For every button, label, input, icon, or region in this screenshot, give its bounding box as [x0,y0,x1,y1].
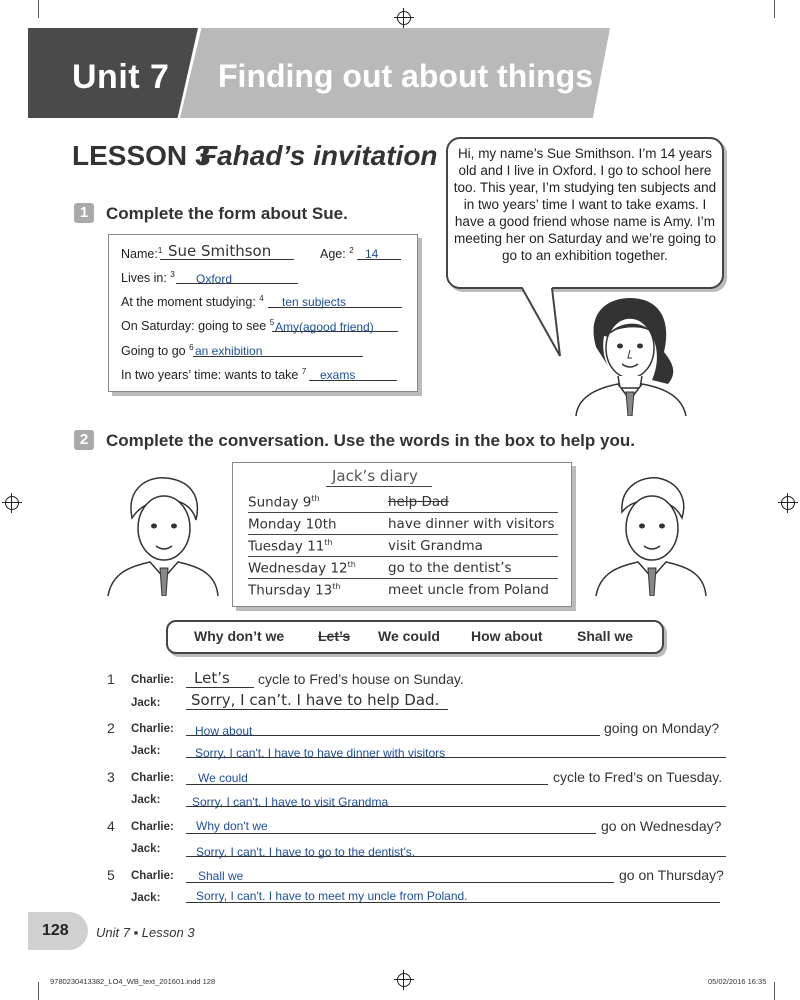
answer-text: Sorry, I can't. I have to have dinner with visitors [195,746,446,760]
item-number: 5 [107,867,115,883]
diary-row: Wednesday 12th go to the dentist’s [248,557,558,579]
sue-illustration [568,292,698,416]
answer-text: Let’s [194,669,230,687]
age-field[interactable] [357,246,401,260]
speaker-label: Charlie: [131,821,174,833]
item-number: 3 [107,769,115,785]
bubble-text: Hi, my name’s Sue Smithson. I’m 14 years old and I live in Oxford. I go to school here too. This year, I’m studying ten subjects and in two years’ time I want to take exams. I have a good friend whose name is Amy. I’m meeting her on Saturday and we’re going to go to an exhibition together. [453,146,717,263]
twoyears-answer: exams [320,368,356,382]
diary-row: Monday 10th have dinner with visitors [248,513,558,535]
diary-title: Jack’s diary [332,467,418,485]
trim-mark [38,0,39,18]
trim-mark [38,982,39,1000]
answer-text: How about [195,724,253,738]
registration-mark-icon [781,496,795,510]
speaker-label: Charlie: [131,772,174,784]
print-date-info: 05/02/2016 16:35 [708,977,767,986]
word-option: Why don’t we [194,628,285,644]
speaker-label: Charlie: [131,674,174,686]
registration-mark-icon [5,496,19,510]
item-number: 1 [107,671,115,687]
sentence-end: go on Thursday? [619,867,724,883]
unit-title: Finding out about things [218,58,594,94]
name-answer: Sue Smithson [168,242,272,260]
sentence-end: cycle to Fred’s on Tuesday. [553,769,723,785]
lesson-title: Fahad’s invitation [200,140,438,171]
speaker-label: Charlie: [131,723,174,735]
form-studying-row: At the moment studying: $^4$ [121,294,264,310]
answer-text: Why don't we [196,819,268,833]
speaker-label: Jack: [131,892,161,904]
lives-answer: Oxford [196,272,233,286]
speaker-label: Jack: [131,745,161,757]
saturday-answer: Amy(agood friend) [275,320,374,334]
page-number: 128 [42,922,69,939]
answer-text: Sorry, I can't. I have to meet my uncle from Poland. [196,889,468,903]
item-number: 2 [107,720,115,736]
diary-title-underline [326,486,432,487]
goto-answer: an exhibition [195,344,263,358]
word-option: Shall we [577,628,634,644]
form-age-row: Age: $^2$ [320,246,354,262]
form-twoyears-row: In two years’ time: wants to take $^7$ [121,367,307,383]
answer-field[interactable] [186,869,614,883]
jack-illustration [592,472,710,596]
trim-mark [774,0,775,18]
trim-mark [774,982,775,1000]
sentence-end: going on Monday? [604,720,720,736]
lesson-label: LESSON 3 [72,140,211,171]
form-goto-row: Going to go $^6$ [121,343,194,359]
word-option: Let’s [318,628,351,644]
item-number: 4 [107,818,115,834]
diary-row: Thursday 13th meet uncle from Poland [248,582,550,599]
exercise-1-number: 1 [74,203,94,223]
exercise-2-number: 2 [74,430,94,450]
word-option: We could [378,628,440,644]
sentence-end: cycle to Fred’s house on Sunday. [258,671,464,687]
diary-row: Tuesday 11th visit Grandma [248,535,558,557]
speaker-label: Jack: [131,794,161,806]
form-name-row: Name:$^1$ [121,246,163,262]
unit-label: Unit 7 [72,58,170,96]
form-saturday-row: On Saturday: going to see $^5$ [121,318,275,334]
word-option: How about [471,628,543,644]
exercise-2-instruction: Complete the conversation. Use the words in the box to help you. [106,431,635,450]
sentence-end: go on Wednesday? [601,818,722,834]
charlie-illustration [104,472,222,596]
lives-field[interactable] [176,270,298,284]
answer-text: We could [198,771,248,785]
print-file-info: 9780230413382_LO4_WB_text_201601.indd 128 [50,977,216,986]
registration-mark-icon [397,973,411,987]
answer-text: Sorry, I can't. I have to go to the dentist's. [196,845,416,859]
diary-table [248,491,558,601]
speaker-label: Jack: [131,697,161,709]
answer-text: Shall we [198,869,244,883]
speaker-label: Jack: [131,843,161,855]
diary-row: Sunday 9th help Dad [248,491,558,513]
studying-answer: ten subjects [282,295,347,309]
form-lives-row: Lives in: $^3$ [121,270,175,286]
answer-text: Sorry, I can't. I have to visit Grandma [192,795,389,809]
age-answer: 14 [365,247,379,261]
exercise-1-instruction: Complete the form about Sue. [106,204,348,223]
footer-reference: Unit 7 ▪ Lesson 3 [96,925,195,940]
speaker-label: Charlie: [131,870,174,882]
registration-mark-icon [397,11,411,25]
answer-text: Sorry, I can’t. I have to help Dad. [191,691,440,709]
